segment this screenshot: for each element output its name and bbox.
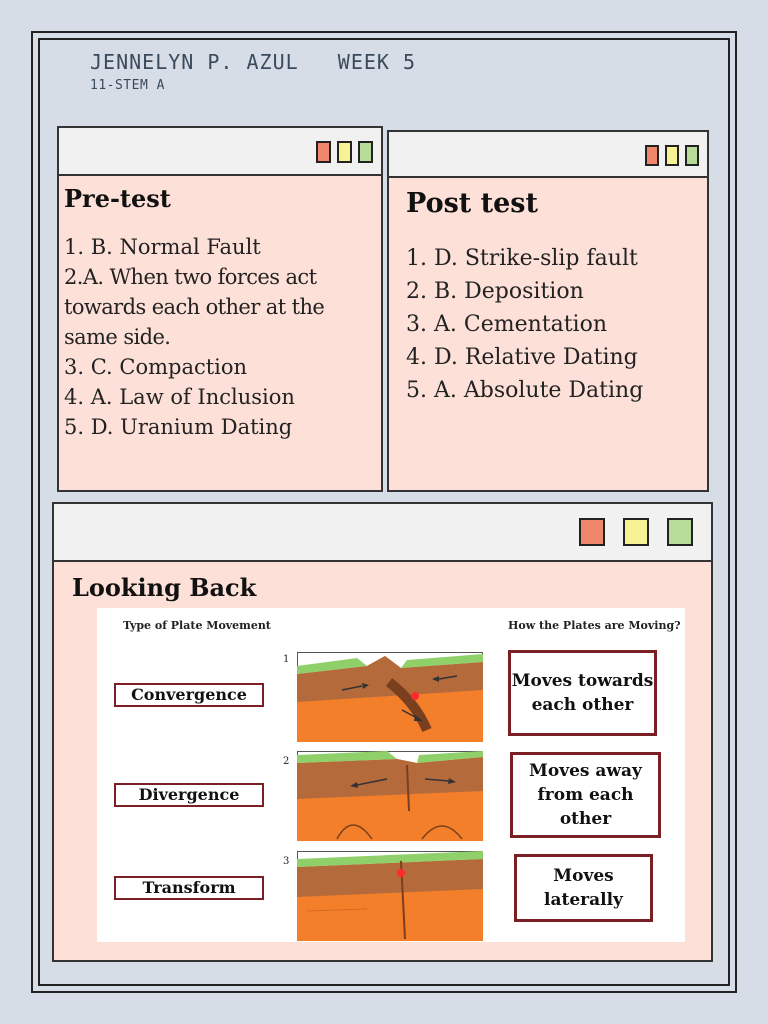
- close-window-button[interactable]: [579, 518, 605, 546]
- pretest-answer-5: 5. D. Uranium Dating: [64, 415, 293, 439]
- posttest-answer-3: 3. A. Cementation: [406, 312, 608, 337]
- type-column-header: Type of Plate Movement: [123, 619, 271, 632]
- posttest-answer-4: 4. D. Relative Dating: [406, 345, 638, 370]
- posttest-answer-5: 5. A. Absolute Dating: [406, 378, 644, 403]
- minimize-window-button[interactable]: [623, 518, 649, 546]
- movement-converge-text: Moves towards each other: [511, 671, 654, 715]
- plate-type-convergence: Convergence: [114, 683, 264, 707]
- window-controls: [579, 518, 693, 546]
- maximize-window-button[interactable]: [667, 518, 693, 546]
- pretest-titlebar: [59, 128, 381, 176]
- pretest-window: [57, 126, 383, 492]
- posttest-answer-1: 1. D. Strike-slip fault: [406, 246, 638, 271]
- minimize-window-button[interactable]: [665, 145, 679, 166]
- movement-transform: [514, 854, 653, 922]
- close-window-button[interactable]: [645, 145, 659, 166]
- plate-type-transform: Transform: [114, 876, 264, 900]
- movement-transform-text: Moves laterally: [544, 866, 623, 910]
- convergent-boundary-illustration: [297, 652, 483, 742]
- student-name-week: JENNELYN P. AZUL WEEK 5: [90, 50, 417, 74]
- maximize-window-button[interactable]: [685, 145, 699, 166]
- divergent-boundary-illustration: [297, 751, 483, 841]
- posttest-title: Post test: [406, 188, 538, 219]
- window-controls: [316, 141, 373, 163]
- row-number: 3: [283, 856, 290, 867]
- row-number: 1: [283, 654, 290, 665]
- maximize-window-button[interactable]: [358, 141, 373, 163]
- minimize-window-button[interactable]: [337, 141, 352, 163]
- close-window-button[interactable]: [316, 141, 331, 163]
- plate-movement-diagram: [97, 608, 685, 942]
- pretest-answer-2: 2.A. When two forces act towards each other at the same side.: [64, 265, 325, 349]
- looking-back-title: Looking Back: [72, 573, 257, 602]
- looking-back-titlebar: [54, 504, 711, 562]
- posttest-answer-2: 2. B. Deposition: [406, 279, 584, 304]
- movement-diverge-text: Moves away from each other: [529, 761, 642, 829]
- pretest-title: Pre-test: [64, 184, 171, 213]
- posttest-titlebar: [389, 132, 707, 178]
- pretest-answer-4: 4. A. Law of Inclusion: [64, 385, 295, 409]
- pretest-answer-3: 3. C. Compaction: [64, 355, 248, 379]
- pretest-answer-1: 1. B. Normal Fault: [64, 235, 261, 259]
- pretest-answer-list: [64, 232, 379, 442]
- movement-converge: [508, 650, 657, 736]
- window-controls: [645, 145, 699, 166]
- posttest-answer-list: [406, 242, 706, 407]
- row-number: 2: [283, 756, 290, 767]
- plate-type-divergence: Divergence: [114, 783, 264, 807]
- movement-diverge: [510, 752, 661, 838]
- student-class: 11-STEM A: [90, 78, 165, 93]
- movement-column-header: How the Plates are Moving?: [508, 619, 681, 632]
- posttest-window: [387, 130, 709, 492]
- transform-boundary-illustration: [297, 851, 483, 941]
